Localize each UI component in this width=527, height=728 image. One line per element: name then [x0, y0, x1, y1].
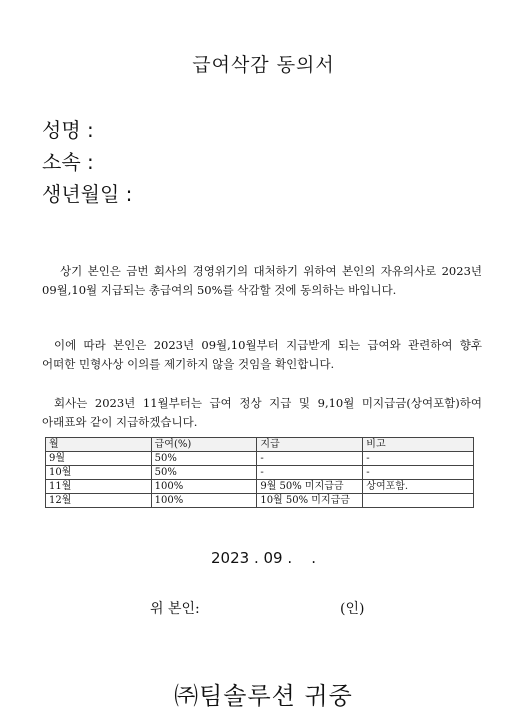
consent-paragraph: 상기 본인은 금번 회사의 경영위기의 대처하기 위하여 본인의 자유의사로 2023년 09월,10월 지급되는 총급여의 50%를 삭감할 것에 동의하는 바입니다. [42, 264, 482, 297]
table-row [46, 466, 474, 480]
cell-salary-percent: 50% [151, 452, 257, 466]
payment-schedule-table [45, 437, 474, 508]
cell-remarks: - [363, 452, 474, 466]
cell-salary-percent: 100% [151, 494, 257, 508]
cell-month: 9월 [46, 452, 152, 466]
waiver-paragraph: 이에 따라 본인은 2023년 09월,10월부터 지급받게 되는 급여와 관련하여 향후 어떠한 민형사상 이의를 제기하지 않을 것임을 확인합니다. [42, 338, 482, 371]
cell-salary-percent: 50% [151, 466, 257, 480]
cell-remarks [363, 494, 474, 508]
cell-remarks: 상여포함. [363, 480, 474, 494]
cell-payment: 9월 50% 미지급금 [257, 480, 363, 494]
department-field-label: 소속 : [42, 150, 94, 174]
payment-plan-paragraph: 회사는 2023년 11월부터는 급여 정상 지급 및 9,10월 미지급금(상여포함)하여 아래표와 같이 지급하겠습니다. [42, 396, 482, 429]
cell-month: 10월 [46, 466, 152, 480]
signature-label: 위 본인: [150, 601, 200, 617]
document-title: 급여삭감 동의서 [192, 54, 335, 76]
cell-salary-percent: 100% [151, 480, 257, 494]
table-row [46, 494, 474, 508]
cell-month: 12월 [46, 494, 152, 508]
table-row [46, 452, 474, 466]
recipient-company: ㈜팀솔루션 귀중 [174, 682, 353, 710]
table-header-row [46, 438, 474, 452]
name-field-label: 성명 : [42, 118, 94, 142]
cell-remarks: - [363, 466, 474, 480]
table-row [46, 480, 474, 494]
cell-month: 11월 [46, 480, 152, 494]
birthdate-field-label: 생년월일 : [42, 182, 133, 206]
cell-payment: - [257, 452, 363, 466]
header-remarks: 비고 [363, 438, 474, 452]
seal-label: (인) [340, 601, 365, 617]
cell-payment: - [257, 466, 363, 480]
signing-date: 2023 . 09 . . [211, 549, 316, 567]
header-salary-percent: 급여(%) [151, 438, 257, 452]
cell-payment: 10월 50% 미지급금 [257, 494, 363, 508]
header-payment: 지급 [257, 438, 363, 452]
header-month: 월 [46, 438, 152, 452]
